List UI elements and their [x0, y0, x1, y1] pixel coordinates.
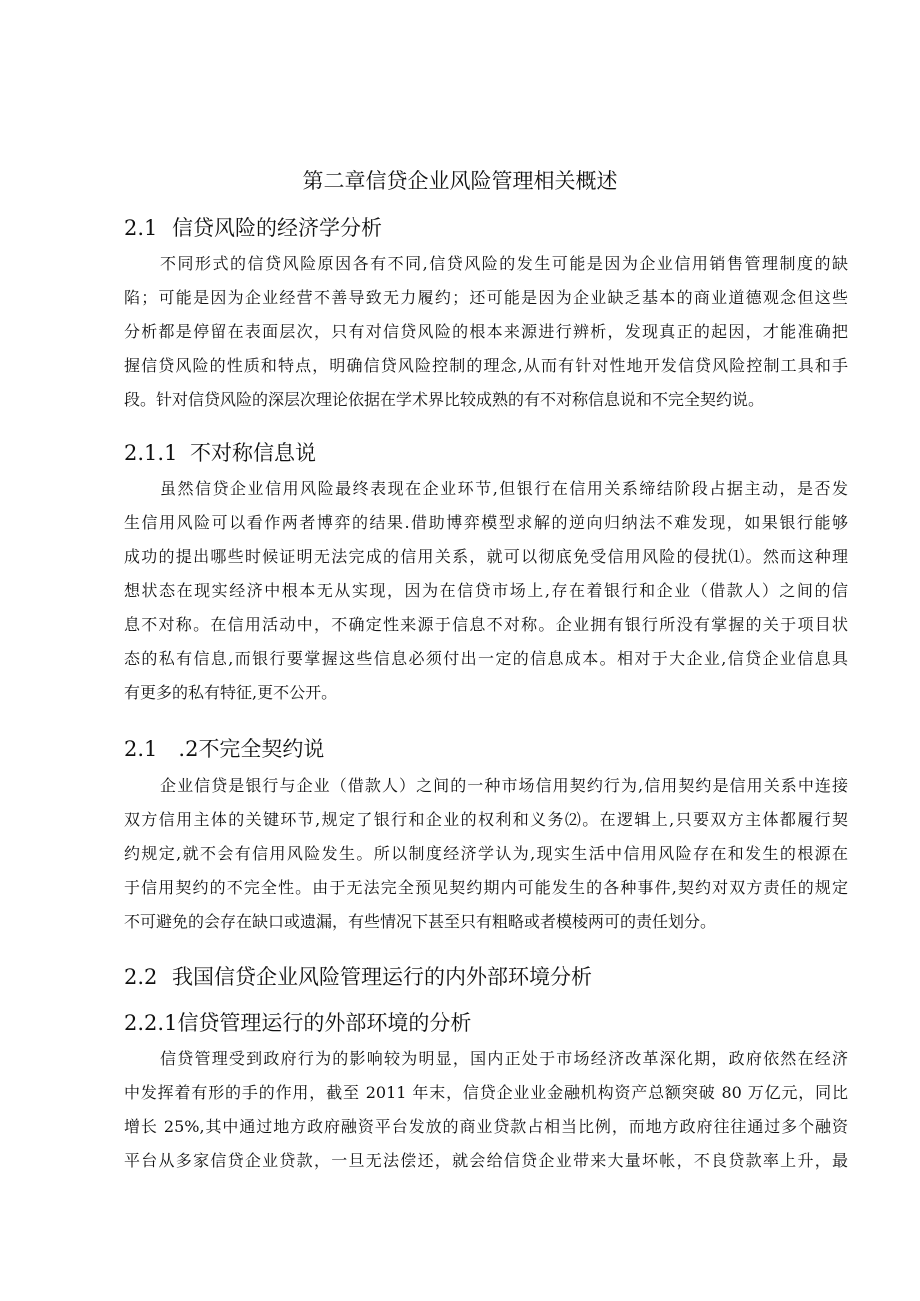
paragraph-line: 平台从多家信贷企业贷款，一旦无法偿还，就会给信贷企业带来大量坏帐，不良贷款率上升，最: [124, 1151, 848, 1170]
paragraph-line: 分析都是停留在表面层次，只有对信贷风险的根本来源进行辨析，发现真正的起因，才能准确把: [124, 322, 848, 341]
paragraph-line: 虽然信贷企业信用风险最终表现在企业环节,但银行在信用关系缔结阶段占据主动，是否发: [160, 479, 848, 498]
paragraph-line: 生信用风险可以看作两者博弈的结果.借助博弈模型求解的逆向归纳法不难发现，如果银行能够: [124, 513, 848, 532]
paragraph-line: 段。针对信贷风险的深层次理论依据在学术界比较成熟的有不对称信息说和不完全契约说。: [124, 390, 765, 409]
paragraph-2-1: [124, 247, 848, 417]
paragraph-line: 于信用契约的不完全性。由于无法完全预见契约期内可能发生的各种事件,契约对双方责任的规定: [124, 878, 848, 897]
section-number: 2.2.1: [124, 1011, 178, 1035]
paragraph-line: 增长 25%,其中通过地方政府融资平台发放的商业贷款占相当比例，而地方政府往往通过多个融资: [124, 1117, 848, 1136]
section-title: 不对称信息说: [190, 441, 316, 465]
paragraph-line: 信贷管理受到政府行为的影响较为明显，国内正处于市场经济改革深化期，政府依然在经济: [160, 1049, 848, 1068]
paragraph-line: 陷；可能是因为企业经营不善导致无力履约；还可能是因为企业缺乏基本的商业道德观念但这些: [124, 288, 848, 307]
paragraph-line: 有更多的私有特征,更不公开。: [124, 683, 338, 702]
chapter-title: 第二章信贷企业风险管理相关概述: [302, 169, 618, 193]
paragraph-2-2-1: [124, 1042, 848, 1178]
section-number: 2.2: [124, 965, 158, 989]
section-title: 我国信贷企业风险管理运行的内外部环境分析: [172, 965, 592, 989]
paragraph-line: 不同形式的信贷风险原因各有不同,信贷风险的发生可能是因为企业信用销售管理制度的缺: [160, 254, 848, 273]
paragraph-line: 企业信贷是银行与企业（借款人）之间的一种市场信用契约行为,信用契约是信用关系中连接: [160, 776, 848, 795]
section-title: 信贷风险的经济学分析: [172, 216, 382, 240]
section-heading-2-1-2: [124, 734, 324, 764]
section-number: 2.1: [124, 216, 158, 240]
section-heading-2-2: [124, 962, 592, 992]
paragraph-2-1-2: [124, 769, 848, 939]
section-heading-2-2-1: [124, 1008, 471, 1038]
section-title: 信贷管理运行的外部环境的分析: [177, 1011, 472, 1035]
paragraph-line: 态的私有信息,而银行要掌握这些信息必须付出一定的信息成本。相对于大企业,信贷企业信息具: [124, 649, 848, 668]
section-heading-2-1-1: [124, 438, 316, 468]
section-number: 2.1.1: [124, 441, 178, 465]
section-title: 不完全契约说: [198, 737, 325, 761]
paragraph-line: 不可避免的会存在缺口或遗漏，有些情况下甚至只有粗略或者模棱两可的责任划分。: [124, 912, 717, 931]
paragraph-line: 息不对称。在信用活动中，不确定性来源于信息不对称。企业拥有银行所没有掌握的关于项目状: [124, 615, 848, 634]
section-heading-2-1: [124, 213, 382, 243]
paragraph-line: 双方信用主体的关键环节,规定了银行和企业的权利和义务⑵。在逻辑上,只要双方主体都履行契: [124, 810, 848, 829]
paragraph-2-1-1: [124, 472, 848, 710]
paragraph-line: 成功的提出哪些时候证明无法完成的信用关系，就可以彻底免受信用风险的侵扰⑴。然而这种理: [124, 547, 848, 566]
paragraph-line: 握信贷风险的性质和特点，明确信贷风险控制的理念,从而有针对性地开发信贷风险控制工具和手: [124, 356, 848, 375]
paragraph-line: 想状态在现实经济中根本无从实现，因为在信贷市场上,存在着银行和企业（借款人）之间的信: [124, 581, 848, 600]
paragraph-line: 中发挥着有形的手的作用，截至 2011 年末，信贷企业业金融机构资产总额突破 80 万亿元，同比: [124, 1083, 848, 1102]
paragraph-line: 约规定,就不会有信用风险发生。所以制度经济学认为,现实生活中信用风险存在和发生的根源在: [124, 844, 848, 863]
section-number: 2.1 .2: [124, 737, 199, 761]
